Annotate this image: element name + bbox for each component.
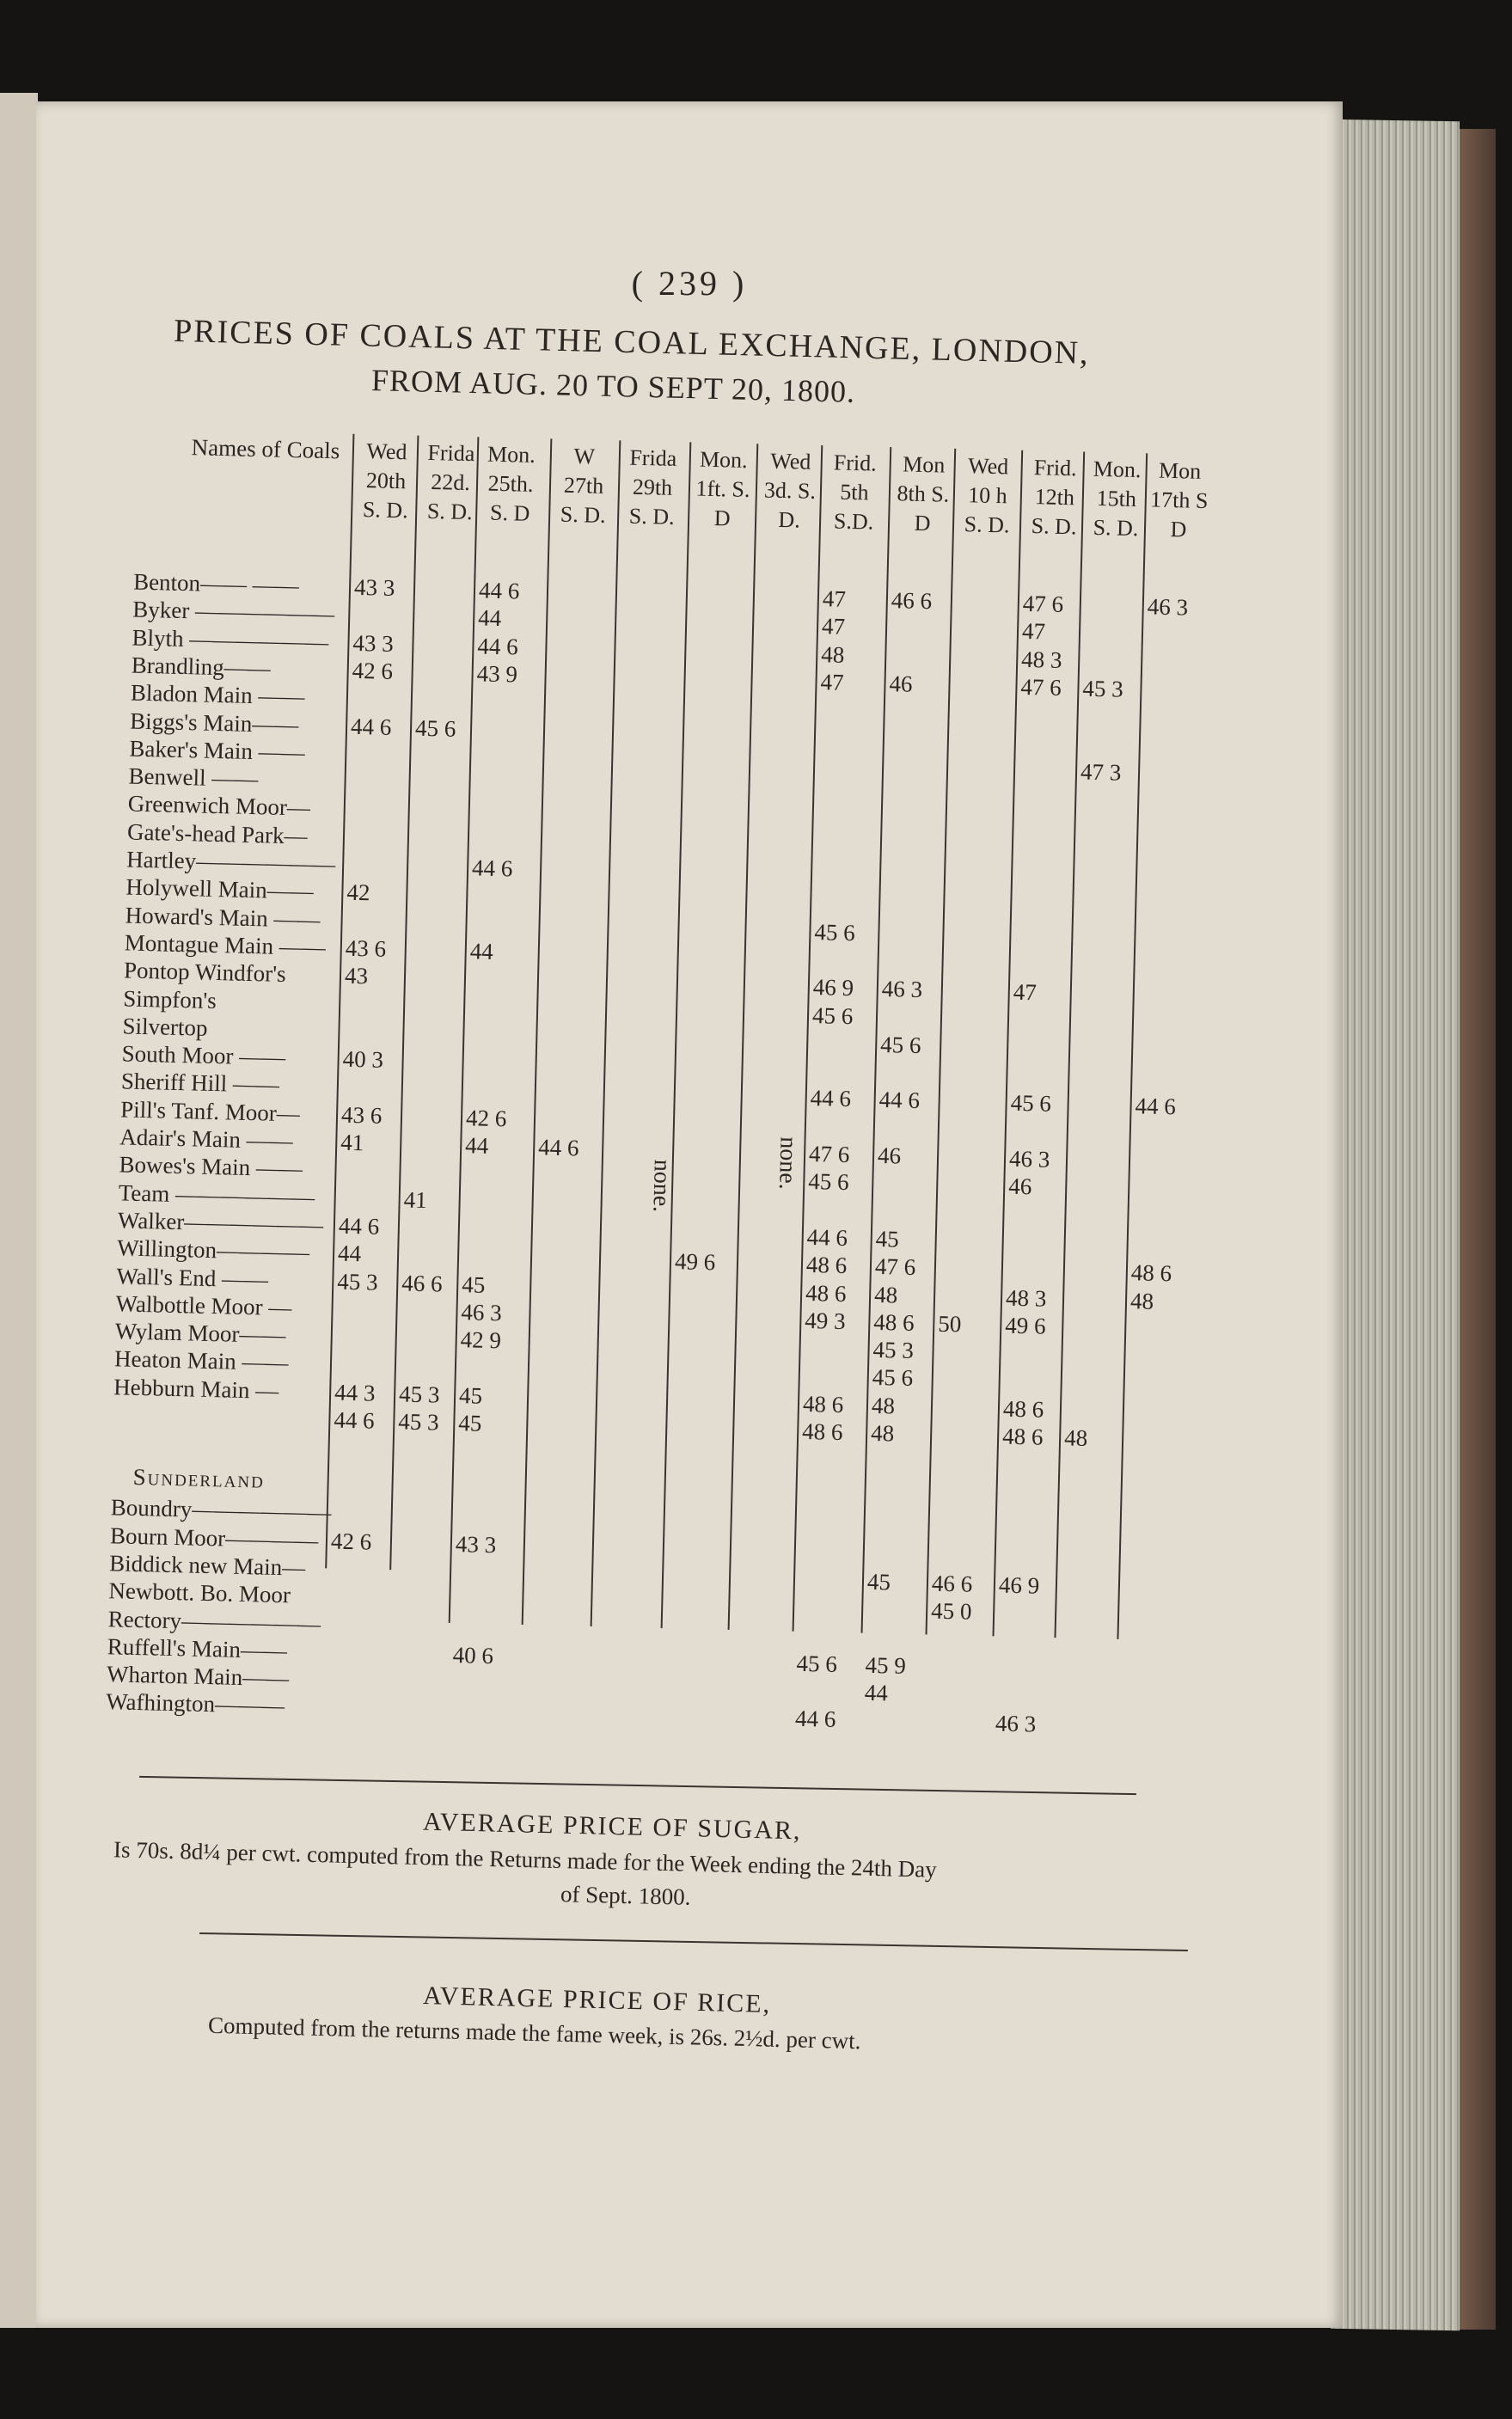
coal-name: Team —————— [118, 1179, 315, 1210]
column-rule [793, 445, 823, 1632]
column-rule [926, 449, 957, 1635]
price-cell: 49 6 [674, 1248, 716, 1276]
column-header: Frid. 12th S. D. [1031, 455, 1077, 540]
column-rule [992, 450, 1023, 1637]
price-cell: 48 [820, 640, 845, 668]
column-header: Mon. 25th. S. D [487, 441, 536, 526]
price-cell: 46 6 [931, 1570, 973, 1597]
column-header: Frida 29th S. D. [628, 444, 677, 530]
coal-name: Ruffell's Main—— [107, 1632, 288, 1664]
coal-name: Baker's Main —— [129, 735, 306, 766]
price-cell: 44 3 [334, 1379, 376, 1406]
price-cell: 46 [889, 670, 913, 697]
price-cell: 45 [458, 1410, 482, 1436]
section-header: Sunderland [132, 1464, 266, 1493]
coal-name: Brandling—— [131, 652, 272, 682]
price-cell: 44 6 [794, 1706, 836, 1733]
price-cell: 45 [875, 1225, 900, 1252]
column-header: Frida 22d. S. D. [426, 439, 475, 525]
coal-name: Blyth —————— [132, 624, 329, 655]
names-header: Names of Coals [191, 434, 340, 464]
price-cell: 44 6 [806, 1223, 848, 1251]
price-cell: 48 6 [802, 1390, 844, 1418]
price-cell: 42 6 [465, 1104, 507, 1132]
coal-name: Wafhington——— [105, 1688, 285, 1719]
price-cell: 44 6 [471, 854, 513, 882]
price-cell: 45 6 [814, 918, 856, 946]
column-header: Wed 3d. S. D. [763, 448, 817, 533]
price-cell: 44 6 [1135, 1093, 1177, 1120]
price-cell: 44 [864, 1679, 889, 1706]
price-cell: 48 [871, 1392, 896, 1419]
price-cell: 45 3 [336, 1268, 378, 1295]
column-header: Mon. 15th S. D. [1093, 456, 1142, 542]
column-rule [728, 444, 759, 1630]
column-header: Wed 10 h S. D. [964, 453, 1010, 538]
divider-rule [199, 1932, 1188, 1951]
coal-name: Silvertop [122, 1013, 208, 1041]
price-cell: 48 [870, 1419, 895, 1447]
price-cell: 47 [1021, 618, 1046, 645]
price-cell: 48 6 [805, 1279, 847, 1307]
price-cell: 48 [1129, 1287, 1154, 1314]
column-header: Wed 20th S. D. [362, 438, 409, 524]
coal-name: Bourn Moor———— [109, 1522, 319, 1553]
price-cell: 47 3 [1080, 758, 1122, 786]
coal-name: Biddick new Main— [108, 1550, 306, 1581]
coal-name: Wall's End —— [116, 1262, 269, 1293]
coal-name: Biggs's Main—— [129, 707, 299, 738]
coal-name: Willington———— [116, 1234, 310, 1265]
price-cell: 46 9 [998, 1571, 1040, 1599]
price-cell: 47 6 [808, 1140, 850, 1168]
price-cell: 45 [458, 1381, 483, 1409]
price-cell: 47 [822, 585, 847, 612]
coal-name: Gate's-head Park— [126, 818, 308, 849]
price-cell: 45 6 [879, 1031, 921, 1058]
price-cell: 46 3 [995, 1710, 1037, 1737]
price-cell: 45 3 [398, 1408, 439, 1436]
coal-name: Holywell Main—— [125, 873, 315, 905]
coal-name: Greenwich Moor— [127, 790, 311, 822]
price-cell: 48 6 [1002, 1395, 1044, 1423]
price-cell: 46 [877, 1142, 902, 1169]
column-header: W 27th S. D. [560, 444, 606, 528]
price-cell: 45 6 [414, 714, 456, 742]
price-cell: 48 3 [1020, 646, 1062, 673]
coal-name: Pill's Tanf. Moor— [119, 1096, 301, 1127]
coal-name: Howard's Main —— [125, 902, 321, 933]
price-cell: 45 3 [872, 1336, 915, 1364]
price-cell: 47 [1013, 978, 1038, 1006]
price-cell: 45 3 [398, 1381, 440, 1408]
price-cell: 43 6 [345, 934, 387, 962]
column-rule [449, 437, 480, 1623]
column-rule [1117, 453, 1148, 1639]
price-cell: 48 6 [805, 1252, 848, 1279]
price-cell: 45 6 [796, 1650, 838, 1677]
column-header: Mon. 1ft. S. D [695, 446, 750, 531]
price-cell: 44 6 [537, 1134, 579, 1161]
price-cell: 44 [464, 1132, 489, 1159]
column-rule [1054, 452, 1085, 1638]
column-header: Mon 17th S D [1149, 457, 1209, 542]
price-cell: 43 [344, 962, 369, 989]
coal-name: Heaton Main —— [113, 1345, 289, 1376]
page-subtitle: FROM AUG. 20 TO SEPT 20, 1800. [370, 363, 856, 409]
column-rule [522, 438, 553, 1625]
price-cell: 44 6 [334, 1406, 376, 1434]
price-cell: 44 6 [478, 577, 520, 604]
coal-name: Hebburn Main — [113, 1373, 279, 1404]
price-cell: 42 [346, 879, 370, 906]
coal-name: Boundry—————— [110, 1494, 332, 1526]
page-title: PRICES OF COALS AT THE COAL EXCHANGE, LONDON, [173, 312, 1091, 372]
price-cell: 43 9 [476, 660, 518, 688]
column-header: Frid. 5th S.D. [833, 450, 878, 535]
price-cell: 44 6 [878, 1087, 921, 1114]
price-cell: 48 6 [1130, 1259, 1172, 1287]
price-cell: 45 6 [872, 1364, 914, 1392]
price-cell: 45 0 [930, 1597, 972, 1625]
price-cell: 46 3 [881, 976, 923, 1003]
price-cell: 49 6 [1004, 1312, 1046, 1339]
price-cell: 42 6 [330, 1528, 372, 1555]
coal-name: Benwell —— [128, 762, 259, 793]
coal-name: Sheriff Hill —— [120, 1068, 280, 1099]
price-cell: 48 [873, 1281, 898, 1308]
sugar-text-date: of Sept. 1800. [560, 1881, 691, 1910]
price-cell: 48 [1063, 1424, 1088, 1451]
price-cell: 44 [337, 1240, 362, 1267]
price-cell: 42 6 [352, 657, 394, 684]
coal-name: Walbottle Moor — [115, 1290, 292, 1321]
price-cell: 47 6 [1022, 590, 1064, 617]
sugar-heading: AVERAGE PRICE OF SUGAR, [422, 1807, 802, 1846]
coal-name: Rectory—————— [107, 1605, 321, 1637]
coal-name: Hartley—————— [125, 846, 336, 878]
price-cell: 47 [820, 669, 844, 695]
column-rule [591, 440, 621, 1626]
price-cell: 46 6 [891, 587, 933, 615]
coal-name: Newbott. Bo. Moor [108, 1577, 291, 1608]
price-cell: 43 3 [353, 573, 395, 601]
coal-name: Wharton Main—— [106, 1661, 290, 1692]
price-cell: 50 [937, 1310, 962, 1338]
price-cell: 45 6 [811, 1001, 854, 1029]
price-cell: 48 6 [1001, 1423, 1044, 1450]
coal-name: Pontop Windfor's [123, 957, 286, 988]
price-cell: 47 [821, 613, 846, 640]
price-cell: 49 3 [805, 1307, 847, 1334]
price-cell: 45 [866, 1568, 891, 1595]
page-number: ( 239 ) [631, 264, 748, 303]
coal-name: Walker—————— [117, 1207, 324, 1239]
price-cell: 43 6 [340, 1101, 383, 1129]
none-label: none. [774, 1136, 802, 1191]
price-cell: 46 3 [1147, 593, 1189, 621]
price-cell: 41 [403, 1186, 428, 1213]
price-cell: 45 9 [865, 1651, 907, 1679]
price-cell: 44 6 [477, 632, 519, 660]
coal-name: Benton—— —— [132, 568, 300, 599]
coal-price-table [13, 87, 1361, 1838]
price-cell: 42 9 [460, 1326, 502, 1354]
price-cell: 40 3 [342, 1045, 384, 1073]
price-cell: 45 [461, 1271, 486, 1298]
price-cell: 45 3 [1082, 675, 1124, 702]
book-page [36, 101, 1343, 2328]
price-cell: 46 9 [812, 974, 854, 1001]
price-cell: 41 [340, 1129, 364, 1156]
coal-name: South Moor —— [121, 1040, 286, 1071]
price-cell: 44 6 [350, 713, 392, 740]
coal-name: Simpfon's [122, 984, 217, 1014]
price-cell: 46 6 [401, 1269, 443, 1297]
none-label: none. [647, 1159, 676, 1213]
price-cell: 44 [469, 938, 494, 965]
price-cell: 43 3 [352, 629, 395, 657]
price-cell: 46 [1007, 1173, 1032, 1200]
price-cell: 47 6 [874, 1253, 916, 1281]
column-rule [661, 442, 692, 1628]
rice-text: Computed from the returns made the fame week, is 26s. 2½d. per cwt. [207, 2012, 861, 2055]
coal-name: Bowes's Main —— [119, 1151, 303, 1182]
price-cell: 40 6 [452, 1641, 494, 1669]
sugar-text: Is 70s. 8d¼ per cwt. computed from the Returns made for the Week ending the 24th Day [113, 1836, 938, 1883]
coal-name: Wylam Moor—— [114, 1318, 286, 1349]
rice-heading: AVERAGE PRICE OF RICE, [422, 1981, 772, 2018]
coal-name: Bladon Main —— [130, 679, 305, 710]
price-cell: 47 6 [1020, 673, 1062, 701]
price-cell: 44 6 [810, 1085, 852, 1112]
price-cell: 44 [477, 604, 502, 632]
price-cell: 46 3 [461, 1298, 503, 1326]
price-cell: 48 3 [1005, 1284, 1047, 1312]
column-header: Mon 8th S. D [897, 451, 950, 536]
price-cell: 46 3 [1008, 1145, 1050, 1173]
coal-name: Byker —————— [132, 596, 335, 628]
price-cell: 48 6 [873, 1308, 915, 1336]
coal-name: Adair's Main —— [119, 1124, 294, 1154]
price-cell: 43 3 [455, 1530, 497, 1558]
price-cell: 44 6 [338, 1212, 380, 1240]
coal-name: Montague Main —— [124, 929, 327, 961]
price-cell: 48 6 [801, 1418, 843, 1446]
price-cell: 45 6 [807, 1168, 849, 1196]
price-cell: 45 6 [1010, 1090, 1052, 1118]
